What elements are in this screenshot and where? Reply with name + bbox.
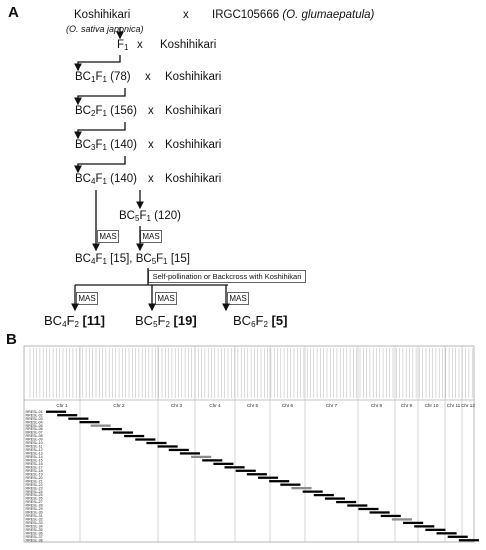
panel-a-letter: A (8, 4, 19, 21)
chromosome-label: Chr 10 (424, 403, 439, 408)
line-label: RRESL-37 (25, 534, 43, 539)
chromosome-label: Chr 4 (209, 403, 221, 408)
line-label: RRESL-34 (25, 524, 43, 529)
introgression-segment (79, 421, 99, 423)
introgression-segment (191, 456, 211, 458)
introgression-segment (358, 508, 378, 510)
introgression-segment (158, 445, 178, 447)
chromosome-label: Chr 11 (446, 403, 461, 408)
introgression-segment (236, 470, 256, 472)
line-label: RRESL-15 (25, 458, 43, 463)
mas-box: MAS (97, 230, 119, 243)
line-label: RRESL-23 (25, 486, 43, 491)
line-label: RRESL-26 (25, 496, 43, 501)
bc3f1-label: $BC_3F_1$ (140) (75, 139, 137, 152)
introgression-segment (381, 515, 401, 517)
chromosome-label: Chr 8 (370, 403, 383, 408)
cross-symbol: x (183, 9, 189, 21)
mas-box: MAS (227, 292, 249, 305)
line-label: RRESL-18 (25, 468, 43, 473)
introgression-segment (325, 497, 345, 499)
chromosome-label: Chr 5 (246, 403, 259, 408)
cross-symbol: x (137, 39, 143, 51)
line-label: RRESL-22 (25, 482, 43, 487)
introgression-segment (57, 414, 77, 416)
chromosome-label: Chr 9 (400, 403, 413, 408)
introgression-segment (247, 473, 267, 475)
introgression-segment (113, 431, 133, 433)
parent2-species: (O. glumaepatula) (282, 9, 375, 21)
cross-symbol: x (148, 105, 154, 117)
bc1f1-label: $BC_1F_1$ (78) (75, 71, 131, 84)
line-label: RRESL-09 (25, 437, 43, 442)
line-label: RRESL-33 (25, 521, 43, 526)
bc5f1-label: $BC_5F_1$ (120) (119, 210, 181, 223)
introgression-segment (336, 501, 356, 503)
line-label: RRESL-16 (25, 461, 43, 466)
introgression-segment (169, 449, 189, 451)
introgression-segment (370, 511, 390, 513)
introgression-segment (448, 536, 468, 538)
line-label: RRESL-07 (25, 430, 43, 435)
line-label: RRESL-21 (25, 479, 43, 484)
parent1-species: (O. sativa japonica) (66, 24, 144, 34)
line-label: RRESL-29 (25, 507, 43, 512)
introgression-segment (314, 494, 334, 496)
cross-symbol: x (145, 71, 151, 83)
introgression-segment (291, 487, 311, 489)
parent1-label: Koshihikari (74, 9, 131, 21)
final-bc6f2: $BC_6F_2$ [5] (233, 313, 288, 329)
line-label: RRESL-01 (25, 409, 43, 414)
mas-box: MAS (76, 292, 98, 305)
introgression-segment (414, 525, 434, 527)
line-label: RRESL-31 (25, 514, 43, 519)
cross-symbol: x (148, 173, 154, 185)
introgression-segment (213, 463, 233, 465)
introgression-segment (91, 424, 111, 426)
mas-box: MAS (140, 230, 162, 243)
chromosome-label: Chr 7 (325, 403, 338, 408)
line-label: RRESL-05 (25, 423, 43, 428)
introgression-segment (258, 477, 278, 479)
final-bc4f2: $BC_4F_2$ [11] (44, 313, 105, 329)
introgression-segment (124, 435, 144, 437)
line-label: RRESL-20 (25, 475, 43, 480)
introgression-segment (146, 442, 166, 444)
line-label: RRESL-10 (25, 441, 43, 446)
introgression-segment (347, 504, 367, 506)
cross-symbol: x (148, 139, 154, 151)
line-label: RRESL-19 (25, 472, 43, 477)
chromosome-label: Chr 12 (461, 403, 475, 408)
introgression-segment (102, 428, 122, 430)
line-label: RRESL-12 (25, 448, 43, 453)
chromosome-label: Chr 6 (281, 403, 294, 408)
bc2f1-label: $BC_2F_1$ (156) (75, 105, 137, 118)
introgression-segment (135, 438, 155, 440)
line-label: RRESL-14 (25, 455, 43, 460)
line-label: RRESL-24 (25, 489, 43, 494)
line-label: RRESL-08 (25, 434, 43, 439)
final-bc5f2: $BC_5F_2$ [19] (135, 313, 197, 329)
introgression-segment (403, 522, 423, 524)
chromosome-label: Chr 2 (113, 403, 125, 408)
introgression-segment (280, 484, 300, 486)
introgression-segment (425, 529, 445, 531)
introgression-segment (180, 452, 200, 454)
line-label: RRESL-25 (25, 493, 43, 498)
line-label: RRESL-38 (25, 538, 43, 543)
introgression-segment (202, 459, 222, 461)
line-label: RRESL-06 (25, 427, 43, 432)
introgression-segment (68, 418, 88, 420)
chromosome-label: Chr 3 (170, 403, 183, 408)
line-label: RRESL-13 (25, 451, 43, 456)
f1-label: $F_1$ (117, 39, 129, 52)
line-label: RRESL-35 (25, 527, 43, 532)
introgression-segment (303, 490, 323, 492)
introgression-segment (225, 466, 245, 468)
recurrent-label: Koshihikari (165, 71, 222, 83)
recurrent-label: Koshihikari (160, 39, 217, 51)
genotype-frame (24, 346, 474, 542)
introgression-segment (392, 518, 412, 520)
parent2-id: IRGC105666 (212, 9, 280, 21)
recurrent-label: Koshihikari (165, 173, 222, 185)
recurrent-label: Koshihikari (165, 105, 222, 117)
line-label: RRESL-02 (25, 413, 43, 418)
line-label: RRESL-30 (25, 510, 43, 515)
line-label: RRESL-03 (25, 416, 43, 421)
introgression-segment (437, 532, 457, 534)
line-label: RRESL-28 (25, 503, 43, 508)
line-label: RRESL-17 (25, 465, 43, 470)
line-label: RRESL-04 (25, 420, 43, 425)
introgression-segment (46, 411, 66, 413)
selected-lines-label: $BC_4F_1$ [15], $BC_5F_1$ [15] (75, 253, 191, 266)
line-label: RRESL-36 (25, 531, 43, 536)
line-label: RRESL-11 (25, 444, 43, 449)
panel-b-letter: B (6, 331, 17, 348)
bc4f1-label: $BC_4F_1$ (140) (75, 173, 137, 186)
line-label: RRESL-32 (25, 517, 43, 522)
self-pollination-box: Self-pollination or Backcross with Koshihikari (148, 270, 306, 283)
introgression-segment (269, 480, 289, 482)
chromosome-label: Chr 1 (56, 403, 68, 408)
introgression-segment (459, 539, 479, 541)
recurrent-label: Koshihikari (165, 139, 222, 151)
mas-box: MAS (155, 292, 177, 305)
line-label: RRESL-27 (25, 500, 43, 505)
